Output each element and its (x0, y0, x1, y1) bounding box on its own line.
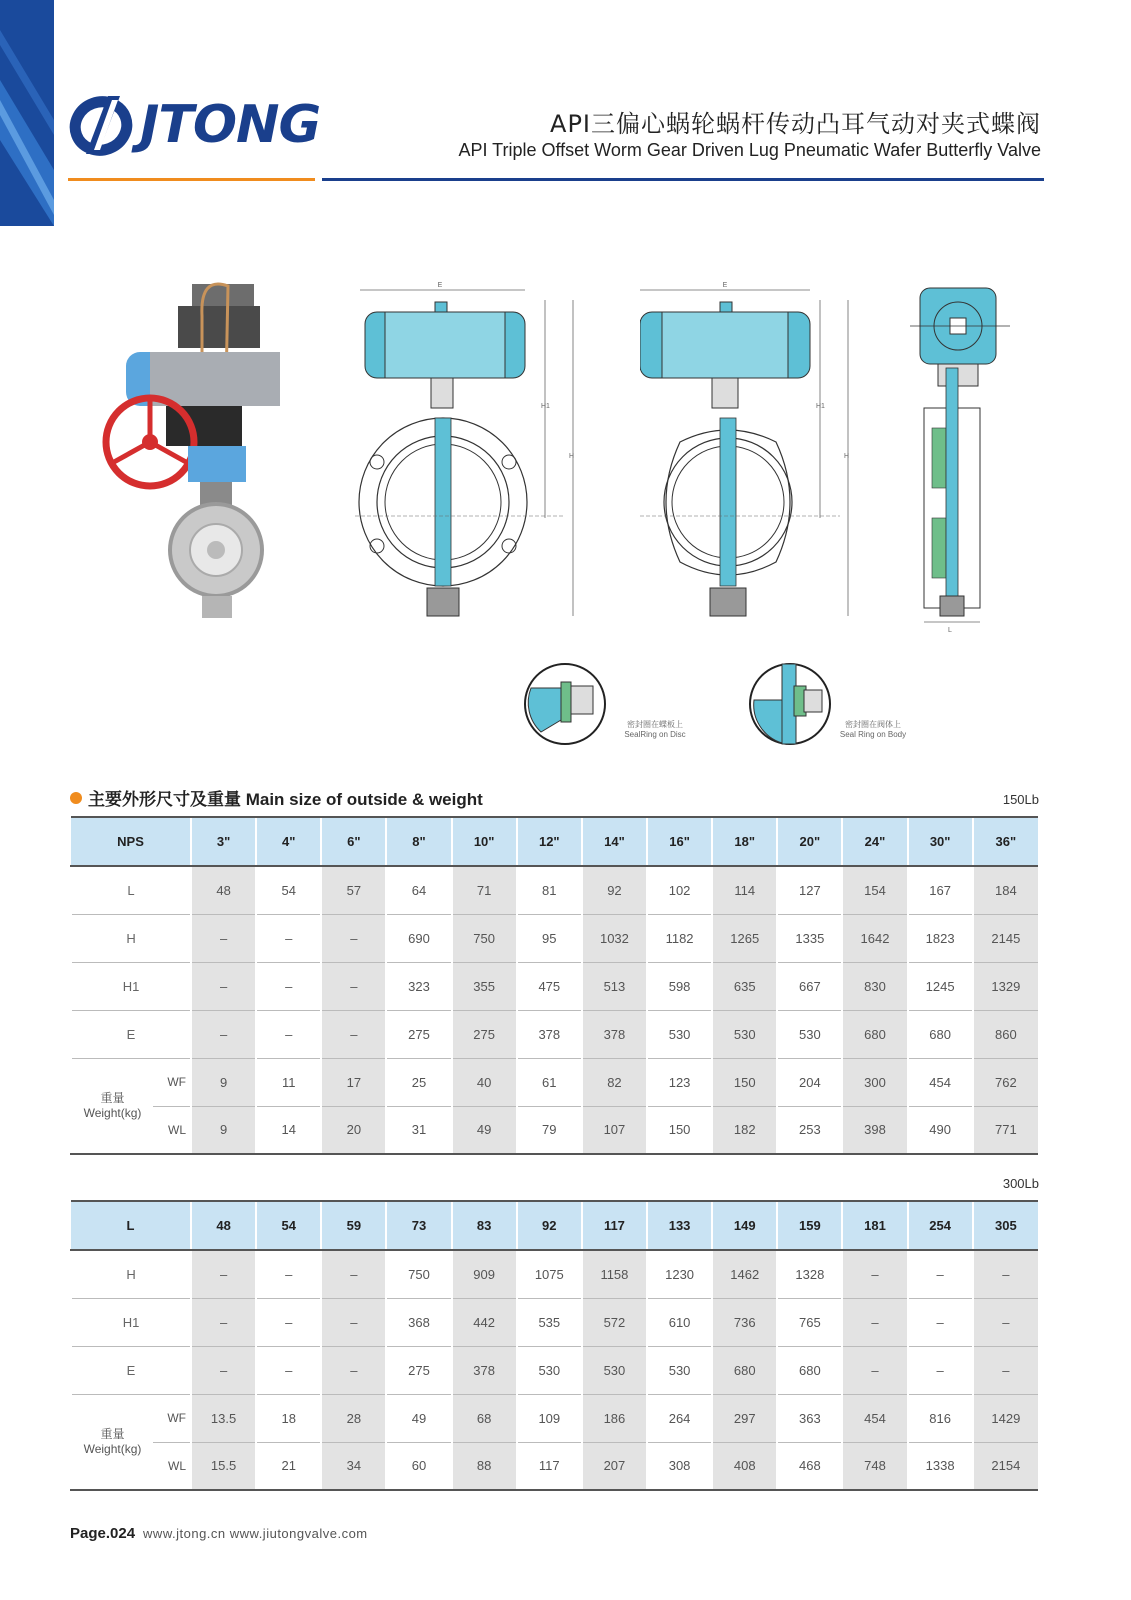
table-cell: 275 (452, 1010, 517, 1058)
table-cell: 355 (452, 962, 517, 1010)
table-cell: 17 (321, 1058, 386, 1106)
table-cell: 610 (647, 1298, 712, 1346)
table-cell: – (256, 1346, 321, 1394)
size-table-150lb (70, 816, 1038, 1155)
header-label-cell: NPS (71, 817, 191, 866)
table-cell: 1075 (517, 1250, 582, 1298)
table-cell: 150 (647, 1106, 712, 1154)
row-label: L (71, 866, 191, 914)
table-cell: 18 (256, 1394, 321, 1442)
table-header-row (71, 1201, 1038, 1250)
table-cell: 1158 (582, 1250, 647, 1298)
size-table-300lb (70, 1200, 1038, 1491)
section-title (70, 785, 483, 810)
table-row (71, 1346, 1038, 1394)
table-cell: – (191, 962, 256, 1010)
table-cell: 530 (517, 1346, 582, 1394)
weight-sub-label: WL (153, 1442, 191, 1490)
table-cell: 909 (452, 1250, 517, 1298)
dim-h1-label: H1 (816, 403, 825, 410)
header-cell: 133 (647, 1201, 712, 1250)
table-cell: 530 (647, 1010, 712, 1058)
header-cell: 20" (777, 817, 842, 866)
header-cell: 8" (386, 817, 451, 866)
table-cell: 530 (712, 1010, 777, 1058)
table-cell: 204 (777, 1058, 842, 1106)
table-cell: 535 (517, 1298, 582, 1346)
table-cell: 530 (647, 1346, 712, 1394)
weight-label-cn: 重量 (100, 1090, 125, 1105)
dim-l-label: L (948, 627, 952, 634)
table-cell: 11 (256, 1058, 321, 1106)
table-row (71, 962, 1038, 1010)
header-label-cell: L (71, 1201, 191, 1250)
table-cell: 25 (386, 1058, 451, 1106)
table-cell: 323 (386, 962, 451, 1010)
table-cell: 1462 (712, 1250, 777, 1298)
table-row (71, 1298, 1038, 1346)
table-cell: – (842, 1250, 907, 1298)
header-cell: 305 (973, 1201, 1038, 1250)
table-cell: 860 (973, 1010, 1038, 1058)
table-row (71, 1250, 1038, 1298)
weight-sub-label: WL (153, 1106, 191, 1154)
table-cell: 71 (452, 866, 517, 914)
header-cell: 6" (321, 817, 386, 866)
table-cell: 378 (517, 1010, 582, 1058)
table-cell: – (908, 1298, 973, 1346)
table-cell: 49 (386, 1394, 451, 1442)
table-cell: 690 (386, 914, 451, 962)
bullet-dot-icon (70, 792, 82, 804)
table-cell: 61 (517, 1058, 582, 1106)
table-cell: 398 (842, 1106, 907, 1154)
header-cell: 16" (647, 817, 712, 866)
table-cell: 1823 (908, 914, 973, 962)
table-cell: 114 (712, 866, 777, 914)
header-cell: 12" (517, 817, 582, 866)
header-cell: 59 (321, 1201, 386, 1250)
table-cell: 680 (777, 1346, 842, 1394)
drawing-side-view (910, 278, 1020, 638)
table-cell: 736 (712, 1298, 777, 1346)
table-cell: 1338 (908, 1442, 973, 1490)
table-cell: – (321, 1250, 386, 1298)
class-label-150lb: 150Lb (1002, 792, 1039, 807)
table-cell: 1230 (647, 1250, 712, 1298)
table-cell: – (256, 962, 321, 1010)
page-title-cn: API三偏心蜗轮蜗杆传动凸耳气动对夹式蝶阀 (550, 110, 1041, 138)
header-cell: 18" (712, 817, 777, 866)
table-cell: 13.5 (191, 1394, 256, 1442)
table-row-weight (71, 1058, 1038, 1106)
table-cell: – (321, 1010, 386, 1058)
dim-h-label: H (844, 453, 850, 460)
table-cell: 123 (647, 1058, 712, 1106)
table-cell: – (973, 1346, 1038, 1394)
section-title-text: 主要外形尺寸及重量 Main size of outside & weight (88, 790, 483, 809)
header-cell: 254 (908, 1201, 973, 1250)
table-cell: 680 (908, 1010, 973, 1058)
table-row (71, 1010, 1038, 1058)
table-cell: 765 (777, 1298, 842, 1346)
header-cell: 48 (191, 1201, 256, 1250)
row-label: E (71, 1346, 191, 1394)
caption-cn: 密封圈在阀体上 (845, 720, 901, 729)
table-cell: – (191, 1010, 256, 1058)
table-cell: 117 (517, 1442, 582, 1490)
table-cell: 15.5 (191, 1442, 256, 1490)
table-cell: 275 (386, 1010, 451, 1058)
table-cell: 48 (191, 866, 256, 914)
header-cell: 92 (517, 1201, 582, 1250)
row-label: H1 (71, 1298, 191, 1346)
table-cell: 530 (777, 1010, 842, 1058)
table-cell: 513 (582, 962, 647, 1010)
table-cell: 28 (321, 1394, 386, 1442)
table-cell: 127 (777, 866, 842, 914)
table-cell: – (321, 962, 386, 1010)
table-cell: 408 (712, 1442, 777, 1490)
table-cell: 667 (777, 962, 842, 1010)
table-cell: 107 (582, 1106, 647, 1154)
table-cell: 378 (582, 1010, 647, 1058)
row-label: E (71, 1010, 191, 1058)
table-cell: 102 (647, 866, 712, 914)
caption-en: Seal Ring on Body (839, 730, 907, 739)
table-cell: 253 (777, 1106, 842, 1154)
weight-sub-label: WF (153, 1058, 191, 1106)
caption-en: SealRing on Disc (624, 730, 686, 739)
table-cell: 454 (908, 1058, 973, 1106)
class-label-300lb: 300Lb (1002, 1176, 1039, 1191)
table-row (71, 914, 1038, 962)
detail-caption-body (818, 720, 928, 740)
logo-mark-icon (68, 90, 134, 160)
header-divider (322, 178, 1044, 181)
header-cell: 30" (908, 817, 973, 866)
table-cell: – (973, 1298, 1038, 1346)
table-cell: – (191, 1298, 256, 1346)
table-cell: 14 (256, 1106, 321, 1154)
row-label: H (71, 914, 191, 962)
table-cell: 186 (582, 1394, 647, 1442)
table-cell: – (908, 1346, 973, 1394)
table-cell: 109 (517, 1394, 582, 1442)
table-cell: 182 (712, 1106, 777, 1154)
detail-seal-on-disc (521, 660, 609, 748)
table-cell: 1335 (777, 914, 842, 962)
table-cell: 1329 (973, 962, 1038, 1010)
table-cell: 750 (386, 1250, 451, 1298)
table-cell: 750 (452, 914, 517, 962)
table-cell: 79 (517, 1106, 582, 1154)
table-row-weight (71, 1442, 1038, 1490)
valve-photo (100, 276, 280, 636)
table-cell: 57 (321, 866, 386, 914)
table-cell: 468 (777, 1442, 842, 1490)
table-cell: 9 (191, 1106, 256, 1154)
table-cell: 154 (842, 866, 907, 914)
row-label: H (71, 1250, 191, 1298)
header-cell: 54 (256, 1201, 321, 1250)
table-cell: 368 (386, 1298, 451, 1346)
table-cell: 64 (386, 866, 451, 914)
table-cell: 1429 (973, 1394, 1038, 1442)
table-cell: 21 (256, 1442, 321, 1490)
table-cell: 1328 (777, 1250, 842, 1298)
table-cell: 830 (842, 962, 907, 1010)
table-cell: 490 (908, 1106, 973, 1154)
table-cell: – (908, 1250, 973, 1298)
table-cell: 363 (777, 1394, 842, 1442)
table-cell: – (321, 914, 386, 962)
weight-label (71, 1394, 153, 1490)
table-cell: 68 (452, 1394, 517, 1442)
table-cell: 82 (582, 1058, 647, 1106)
footer (70, 1525, 368, 1542)
header-cell: 10" (452, 817, 517, 866)
logo-underline (68, 178, 315, 181)
dim-h-label: H (569, 453, 575, 460)
drawing-wafer-front (640, 278, 890, 638)
table-cell: 2145 (973, 914, 1038, 962)
page-number: Page.024 (70, 1525, 136, 1542)
weight-sub-label: WF (153, 1394, 191, 1442)
row-label: H1 (71, 962, 191, 1010)
header-cell: 117 (582, 1201, 647, 1250)
header-cell: 73 (386, 1201, 451, 1250)
table-cell: – (256, 1298, 321, 1346)
brand-logo (68, 90, 320, 160)
table-cell: 1245 (908, 962, 973, 1010)
table-cell: 34 (321, 1442, 386, 1490)
table-cell: 475 (517, 962, 582, 1010)
weight-label-en: Weight(kg) (83, 1441, 142, 1456)
table-cell: – (842, 1346, 907, 1394)
table-cell: 816 (908, 1394, 973, 1442)
table-cell: 184 (973, 866, 1038, 914)
table-cell: 88 (452, 1442, 517, 1490)
corner-decoration (0, 0, 54, 226)
drawing-lug-front (355, 278, 605, 638)
table-cell: 2154 (973, 1442, 1038, 1490)
header-cell: 149 (712, 1201, 777, 1250)
table-cell: – (191, 914, 256, 962)
table-cell: 680 (842, 1010, 907, 1058)
table-cell: 308 (647, 1442, 712, 1490)
table-cell: – (973, 1250, 1038, 1298)
table-cell: 635 (712, 962, 777, 1010)
table-cell: 680 (712, 1346, 777, 1394)
table-cell: 95 (517, 914, 582, 962)
weight-label-en: Weight(kg) (83, 1105, 142, 1120)
table-header-row (71, 817, 1038, 866)
table-cell: 9 (191, 1058, 256, 1106)
header-cell: 181 (842, 1201, 907, 1250)
table-cell: 572 (582, 1298, 647, 1346)
table-cell: 748 (842, 1442, 907, 1490)
table-cell: 442 (452, 1298, 517, 1346)
header-cell: 36" (973, 817, 1038, 866)
header-cell: 3" (191, 817, 256, 866)
table-cell: 1182 (647, 914, 712, 962)
table-cell: – (191, 1346, 256, 1394)
table-cell: – (256, 914, 321, 962)
table-cell: 530 (582, 1346, 647, 1394)
table-cell: 150 (712, 1058, 777, 1106)
table-cell: 275 (386, 1346, 451, 1394)
table-cell: 762 (973, 1058, 1038, 1106)
caption-cn: 密封圈在蝶板上 (627, 720, 683, 729)
table-cell: – (256, 1250, 321, 1298)
table-cell: 1642 (842, 914, 907, 962)
header-cell: 14" (582, 817, 647, 866)
table-cell: 81 (517, 866, 582, 914)
header-cell: 24" (842, 817, 907, 866)
website-links: www.jtong.cn www.jiutongvalve.com (143, 1526, 368, 1541)
table-cell: 207 (582, 1442, 647, 1490)
dim-e-label: E (722, 282, 728, 289)
table-cell: 264 (647, 1394, 712, 1442)
header-cell: 83 (452, 1201, 517, 1250)
weight-label (71, 1058, 153, 1154)
table-cell: 31 (386, 1106, 451, 1154)
table-row-weight (71, 1394, 1038, 1442)
table-cell: 771 (973, 1106, 1038, 1154)
dim-h1-label: H1 (541, 403, 550, 410)
brand-name: JTONG (140, 95, 321, 155)
table-cell: 297 (712, 1394, 777, 1442)
table-cell: – (256, 1010, 321, 1058)
table-cell: 40 (452, 1058, 517, 1106)
table-cell: 454 (842, 1394, 907, 1442)
table-row-weight (71, 1106, 1038, 1154)
table-row (71, 866, 1038, 914)
table-cell: 49 (452, 1106, 517, 1154)
table-cell: – (842, 1298, 907, 1346)
table-cell: 92 (582, 866, 647, 914)
page-title-en: API Triple Offset Worm Gear Driven Lug Pneumatic Wafer Butterfly Valve (458, 140, 1041, 160)
table-cell: 60 (386, 1442, 451, 1490)
table-cell: – (321, 1346, 386, 1394)
table-cell: 20 (321, 1106, 386, 1154)
weight-label-cn: 重量 (100, 1426, 125, 1441)
table-cell: 54 (256, 866, 321, 914)
table-cell: 598 (647, 962, 712, 1010)
table-cell: 1032 (582, 914, 647, 962)
dim-e-label: E (437, 282, 443, 289)
detail-caption-disc (600, 720, 710, 740)
table-cell: – (321, 1298, 386, 1346)
table-cell: 167 (908, 866, 973, 914)
table-cell: – (191, 1250, 256, 1298)
header-cell: 4" (256, 817, 321, 866)
table-cell: 300 (842, 1058, 907, 1106)
table-cell: 1265 (712, 914, 777, 962)
table-cell: 378 (452, 1346, 517, 1394)
header-cell: 159 (777, 1201, 842, 1250)
